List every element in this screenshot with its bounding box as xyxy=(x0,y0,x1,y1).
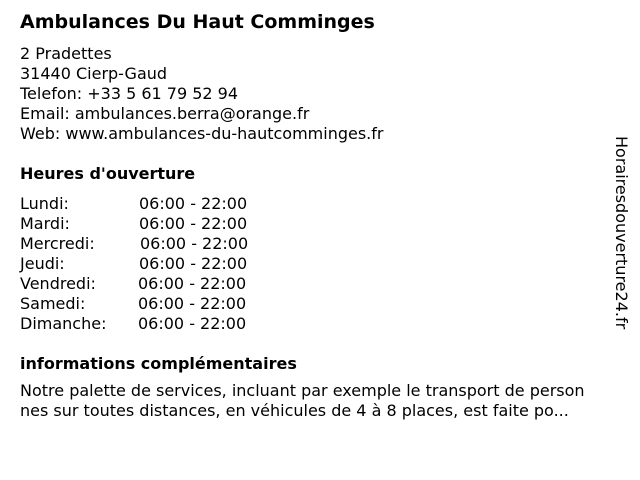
day-label: Lundi: xyxy=(20,194,69,213)
hours-row-monday xyxy=(20,194,280,214)
website-url[interactable]: Web: www.ambulances-du-hautcomminges.fr xyxy=(20,124,384,143)
hours-row-sunday xyxy=(20,314,280,334)
hours-row-wednesday xyxy=(20,234,280,254)
time-range: 06:00 - 22:00 xyxy=(139,254,248,273)
time-range: 06:00 - 22:00 xyxy=(139,194,248,213)
day-label: Samedi: xyxy=(20,294,86,313)
email-address[interactable]: Email: ambulances.berra@orange.fr xyxy=(20,104,310,123)
time-range: 06:00 - 22:00 xyxy=(140,234,249,253)
info-heading: informations complémentaires xyxy=(20,354,297,373)
hours-heading: Heures d'ouverture xyxy=(20,164,196,183)
time-range: 06:00 - 22:00 xyxy=(138,294,247,313)
site-watermark: Horairesdouverture24.fr xyxy=(612,136,631,330)
day-label: Mardi: xyxy=(20,214,70,233)
day-label: Mercredi: xyxy=(20,234,95,253)
description-line: Notre palette de services, incluant par exemple le transport de person xyxy=(20,381,585,400)
address-block xyxy=(20,44,383,144)
opening-hours-table xyxy=(20,194,280,334)
time-range: 06:00 - 22:00 xyxy=(138,314,247,333)
day-label: Vendredi: xyxy=(20,274,96,293)
phone-number[interactable]: Telefon: +33 5 61 79 52 94 xyxy=(20,84,239,103)
street-address: 2 Pradettes xyxy=(20,44,112,63)
hours-row-saturday xyxy=(20,294,280,314)
hours-row-tuesday xyxy=(20,214,280,234)
time-range: 06:00 - 22:00 xyxy=(138,274,247,293)
description-line: nes sur toutes distances, en véhicules de 4 à 8 places, est faite po... xyxy=(20,401,569,420)
time-range: 06:00 - 22:00 xyxy=(139,214,248,233)
info-description xyxy=(20,381,630,421)
hours-row-friday xyxy=(20,274,280,294)
hours-row-thursday xyxy=(20,254,280,274)
day-label: Jeudi: xyxy=(20,254,65,273)
city-address: 31440 Cierp-Gaud xyxy=(20,64,168,83)
business-title: Ambulances Du Haut Comminges xyxy=(20,11,375,33)
day-label: Dimanche: xyxy=(20,314,107,333)
